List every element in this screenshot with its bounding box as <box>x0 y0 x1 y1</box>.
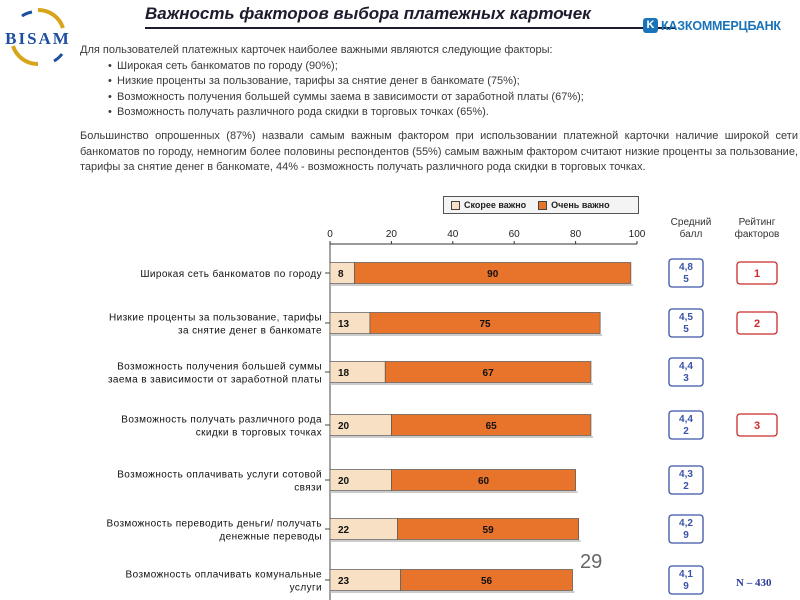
x-tick-label: 60 <box>508 229 520 240</box>
rank-value: 2 <box>753 318 761 330</box>
legend-swatch-very <box>538 201 547 210</box>
legend-item-somewhat <box>451 200 526 210</box>
avg-score-value-cont: 2 <box>683 426 689 437</box>
category-label: за снятие денег в банкомате <box>177 325 322 337</box>
bisam-logo <box>2 8 74 66</box>
data-label-very: 56 <box>481 576 493 587</box>
avg-score-value: 4,8 <box>679 262 693 273</box>
legend-item-very <box>538 200 609 210</box>
avg-score-value: 4,3 <box>679 469 693 480</box>
legend-label-very: Очень важно <box>551 200 610 210</box>
sample-size: N – 430 <box>736 577 772 589</box>
factor-list <box>80 59 780 121</box>
avg-score-value: 4,2 <box>679 518 693 529</box>
category-label: связи <box>294 482 322 494</box>
data-label-somewhat: 22 <box>338 525 350 536</box>
avg-score-value-cont: 9 <box>683 581 689 592</box>
category-label: заема в зависимости от заработной платы <box>107 374 322 386</box>
summary-paragraph: Большинство опрошенных (87%) назвали самым важным фактором при использовании платежной карточки наличие широкой сети банкоматов по городу, немногим более половины респондентов (55%) самым важным фактором считают низкие проценты за пользование, тарифы за снятие денег в банкомате, 44% - возможность получать различного рода скидки в торговых точках. <box>80 130 798 173</box>
x-tick-label: 40 <box>447 229 459 240</box>
category-label: скидки в торговых точках <box>195 427 322 439</box>
data-label-somewhat: 13 <box>338 319 350 330</box>
avg-score-value-cont: 2 <box>683 481 689 492</box>
x-tick-label: 80 <box>570 229 582 240</box>
category-label: денежные переводы <box>219 531 322 543</box>
factor-bullet: • Широкая сеть банкоматов по городу (90%); <box>117 59 780 75</box>
factor-bullet: • Возможность получать различного рода скидки в торговых точках (65%). <box>117 105 780 121</box>
category-label: Возможность оплачивать услуги сотовой <box>117 469 322 481</box>
category-label: Широкая сеть банкоматов по городу <box>140 269 322 280</box>
avg-score-value-cont: 5 <box>683 274 689 285</box>
chart-legend <box>443 196 639 214</box>
category-label: Возможность получать различного рода <box>121 414 322 426</box>
legend-label-somewhat: Скорее важно <box>464 200 527 210</box>
bank-logo <box>643 18 781 33</box>
category-label: Возможность оплачивать комунальные <box>125 569 322 581</box>
x-tick-label: 0 <box>327 229 333 240</box>
data-label-very: 60 <box>477 476 490 487</box>
avg-score-value-cont: 3 <box>683 373 689 384</box>
intro-lead: Для пользователей платежных карточек наиболее важными являются следующие факторы: <box>80 44 553 56</box>
avg-score-value: 4,5 <box>679 312 693 323</box>
data-label-somewhat: 18 <box>338 368 350 379</box>
legend-swatch-somewhat <box>451 201 460 210</box>
importance-bar-chart <box>0 222 800 600</box>
avg-score-value: 4,4 <box>679 361 693 372</box>
page-title: Важность факторов выбора платежных карточек <box>145 4 591 23</box>
intro-block <box>80 43 780 121</box>
title-underline <box>145 27 675 29</box>
factor-bullet: • Низкие проценты за пользование, тарифы за снятие денег в банкомате (75%); <box>117 74 780 90</box>
category-label: Возможность переводить деньги/ получать <box>106 518 322 530</box>
svg-text:BISAM: BISAM <box>5 29 71 48</box>
rank-header: Рейтинг факторов <box>734 217 780 240</box>
bar-somewhat-important <box>330 313 370 334</box>
category-label: Возможность получения большей суммы <box>117 361 322 373</box>
bank-mark-icon: K <box>643 18 658 33</box>
avg-score-value: 4,1 <box>679 569 693 580</box>
data-label-somewhat: 8 <box>338 269 344 280</box>
data-label-very: 75 <box>479 319 491 330</box>
x-tick-label: 20 <box>385 229 397 240</box>
x-tick-label: 100 <box>628 229 646 240</box>
data-label-somewhat: 20 <box>338 476 350 487</box>
data-label-very: 59 <box>482 525 494 536</box>
data-label-somewhat: 20 <box>338 421 350 432</box>
category-label: Низкие проценты за пользование, тарифы <box>108 312 322 324</box>
bank-name: КАЗКОММЕРЦБАНК <box>661 18 781 33</box>
page-number: 29 <box>580 551 603 573</box>
data-label-very: 67 <box>482 368 494 379</box>
avg-score-value: 4,4 <box>679 414 693 425</box>
data-label-very: 65 <box>485 421 497 432</box>
data-label-somewhat: 23 <box>338 576 350 587</box>
rank-value: 1 <box>753 268 761 280</box>
avg-score-value-cont: 9 <box>683 530 689 541</box>
factor-bullet: • Возможность получения большей суммы заема в зависимости от заработной платы (67%); <box>117 90 780 106</box>
avg-score-header: Средний балл <box>670 217 712 240</box>
rank-value: 3 <box>753 420 761 432</box>
avg-score-value-cont: 5 <box>683 324 689 335</box>
data-label-very: 90 <box>487 269 499 280</box>
category-label: услуги <box>289 582 322 594</box>
